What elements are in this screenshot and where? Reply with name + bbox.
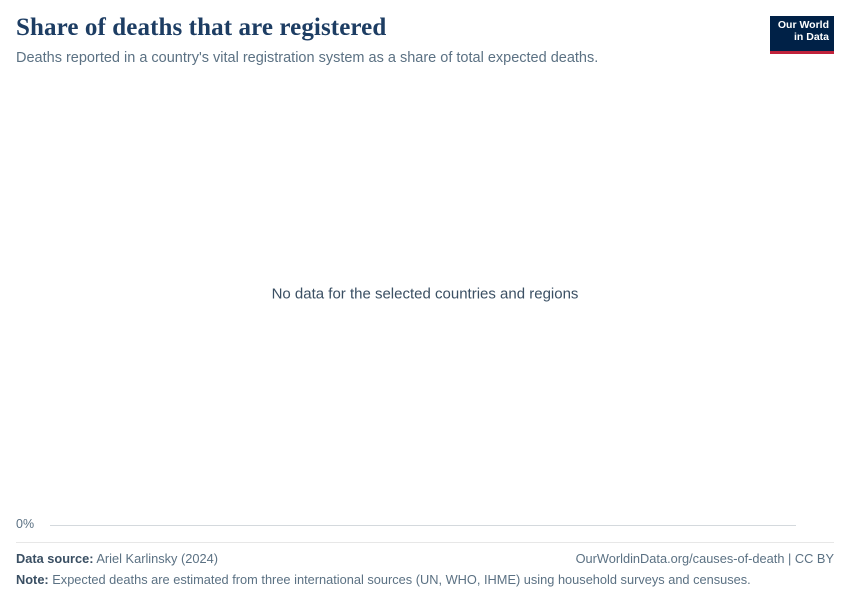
owid-link[interactable]: OurWorldinData.org/causes-of-death | CC BY <box>575 550 834 566</box>
no-data-message: No data for the selected countries and regions <box>271 285 579 303</box>
our-world-in-data-logo[interactable] <box>770 16 834 54</box>
logo-line-2: in Data <box>793 30 829 43</box>
axis-tick-label-zero: 0% <box>16 516 35 531</box>
note-label: Note: <box>16 572 49 588</box>
chart-plot-area <box>16 72 834 516</box>
axis-baseline <box>50 525 796 526</box>
footer-note-row <box>16 571 834 590</box>
footer-source-row <box>16 550 834 569</box>
page-title: Share of deaths that are registered <box>16 14 387 41</box>
logo-line-1: Our World <box>777 19 829 31</box>
chart-y-axis <box>16 516 834 536</box>
note-value: Expected deaths are estimated from three international sources (UN, WHO, IHME) using household surveys and censuses. <box>48 572 751 588</box>
data-source <box>16 550 218 569</box>
chart-subtitle: Deaths reported in a country's vital registration system as a share of total expected deaths. <box>16 49 599 66</box>
data-source-value: Ariel Karlinsky (2024) <box>93 550 218 566</box>
chart-header <box>16 14 834 68</box>
chart-footer <box>16 542 834 590</box>
data-source-label: Data source: <box>16 550 94 566</box>
